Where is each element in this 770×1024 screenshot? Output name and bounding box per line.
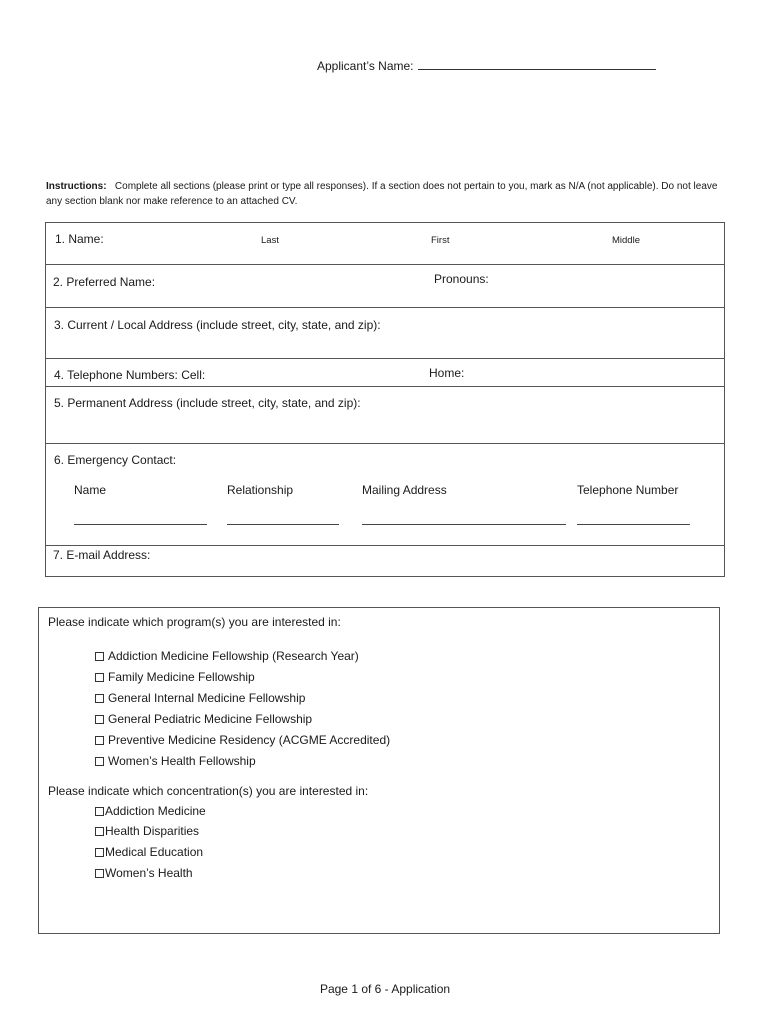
row-name[interactable] xyxy=(46,223,724,265)
instructions-heading: Instructions: xyxy=(46,181,107,192)
instructions-text: Complete all sections (please print or type all responses). If a section does not pertain to you, mark as N/A (not applicable). Do not leave any section blank nor make reference to an attached CV. xyxy=(46,181,718,207)
checkbox-icon[interactable] xyxy=(95,848,104,857)
emergency-mailing-header: Mailing Address xyxy=(362,483,447,497)
concentration-option[interactable] xyxy=(95,824,199,838)
program-option-label: General Internal Medicine Fellowship xyxy=(108,691,306,705)
concentration-option-label: Health Disparities xyxy=(105,824,200,838)
program-option-label: Women’s Health Fellowship xyxy=(108,754,256,768)
program-option[interactable] xyxy=(95,670,255,684)
row-emergency-contact[interactable] xyxy=(46,444,724,546)
emergency-telephone-blank[interactable] xyxy=(577,524,690,525)
emergency-name-header: Name xyxy=(74,483,107,497)
telephone-label: 4. Telephone Numbers: Cell: xyxy=(54,368,206,382)
concentration-option[interactable] xyxy=(95,866,193,880)
program-option[interactable] xyxy=(95,649,359,663)
concentration-option-label: Women’s Health xyxy=(105,866,193,880)
checkbox-icon[interactable] xyxy=(95,694,104,703)
name-first-label: First xyxy=(431,235,450,246)
applicant-info-form xyxy=(45,222,725,577)
email-label: 7. E-mail Address: xyxy=(53,548,151,562)
program-option-label: General Pediatric Medicine Fellowship xyxy=(108,712,313,726)
applicant-name-blank[interactable] xyxy=(418,58,656,70)
program-option-label: Family Medicine Fellowship xyxy=(108,670,255,684)
program-option[interactable] xyxy=(95,733,390,747)
program-option[interactable] xyxy=(95,754,256,768)
program-option-label: Addiction Medicine Fellowship (Research Year) xyxy=(108,649,359,663)
pronouns-label: Pronouns: xyxy=(434,272,489,286)
preferred-name-label: 2. Preferred Name: xyxy=(53,275,156,289)
program-selection-box xyxy=(38,607,720,934)
emergency-contact-label: 6. Emergency Contact: xyxy=(54,453,177,467)
checkbox-icon[interactable] xyxy=(95,757,104,766)
program-option-label: Preventive Medicine Residency (ACGME Accredited) xyxy=(108,733,391,747)
program-option[interactable] xyxy=(95,691,305,705)
checkbox-icon[interactable] xyxy=(95,827,104,836)
concentration-option-label: Addiction Medicine xyxy=(105,804,206,818)
page-footer: Page 1 of 6 - Application xyxy=(319,982,451,996)
program-heading: Please indicate which program(s) you are interested in: xyxy=(48,615,341,629)
emergency-name-blank[interactable] xyxy=(74,524,207,525)
concentration-heading: Please indicate which concentration(s) you are interested in: xyxy=(48,784,369,798)
checkbox-icon[interactable] xyxy=(95,673,104,682)
checkbox-icon[interactable] xyxy=(95,869,104,878)
concentration-option-label: Medical Education xyxy=(105,845,204,859)
name-label: 1. Name: xyxy=(55,232,104,246)
checkbox-icon[interactable] xyxy=(95,736,104,745)
program-option[interactable] xyxy=(95,712,312,726)
concentration-option[interactable] xyxy=(95,845,203,859)
permanent-address-label: 5. Permanent Address (include street, city, state, and zip): xyxy=(54,396,361,410)
current-address-label: 3. Current / Local Address (include street, city, state, and zip): xyxy=(54,318,381,332)
row-preferred-name[interactable] xyxy=(46,265,724,308)
emergency-relationship-blank[interactable] xyxy=(227,524,339,525)
name-middle-label: Middle xyxy=(612,235,640,246)
concentration-option[interactable] xyxy=(95,804,206,818)
home-phone-label: Home: xyxy=(429,366,465,380)
row-email[interactable] xyxy=(46,546,724,577)
emergency-mailing-blank[interactable] xyxy=(362,524,566,525)
emergency-telephone-header: Telephone Number xyxy=(577,483,679,497)
applicant-name-line xyxy=(317,58,656,73)
emergency-relationship-header: Relationship xyxy=(227,483,294,497)
name-last-label: Last xyxy=(261,235,279,246)
checkbox-icon[interactable] xyxy=(95,715,104,724)
row-telephone[interactable] xyxy=(46,359,724,387)
checkbox-icon[interactable] xyxy=(95,807,104,816)
row-permanent-address[interactable] xyxy=(46,387,724,444)
applicant-name-label: Applicant’s Name: xyxy=(317,59,414,73)
checkbox-icon[interactable] xyxy=(95,652,104,661)
instructions xyxy=(46,180,736,209)
row-current-address[interactable] xyxy=(46,308,724,359)
